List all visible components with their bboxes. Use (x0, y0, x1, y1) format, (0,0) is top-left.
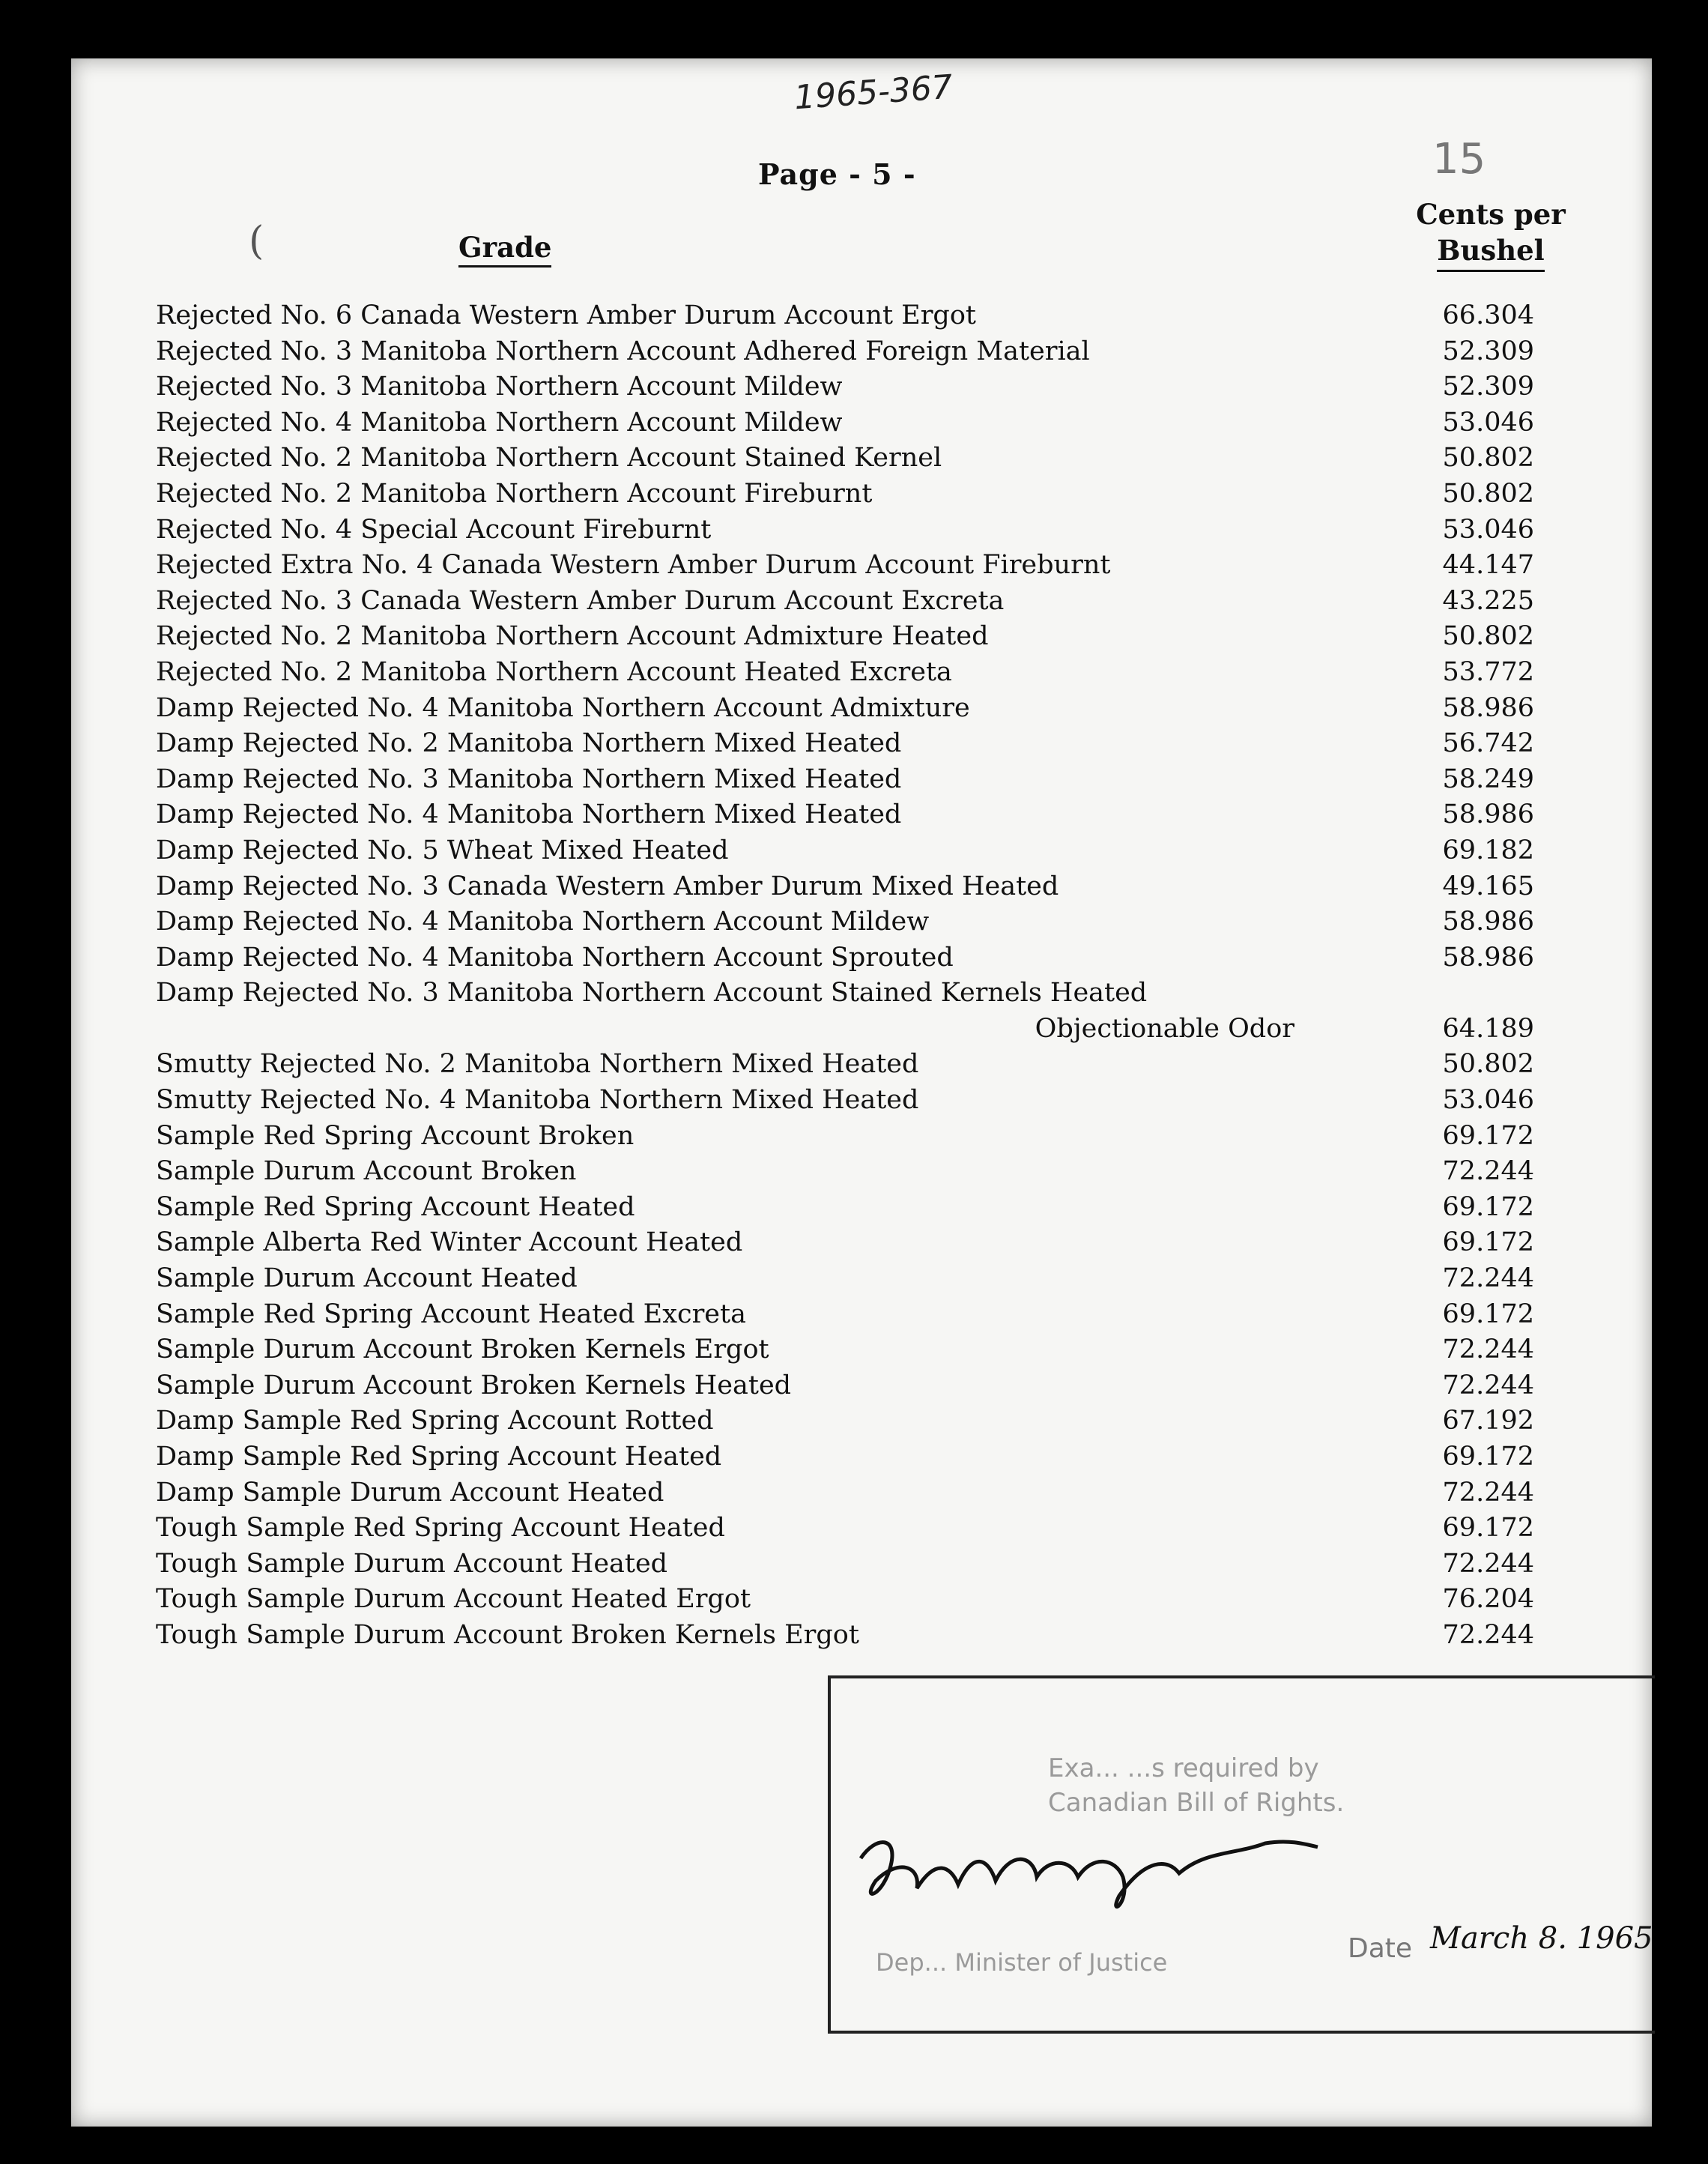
table-row (156, 405, 1534, 441)
cents-cell: 69.172 (1442, 1120, 1534, 1151)
cents-cell: 66.304 (1442, 300, 1534, 330)
page-label: Page - 5 - (758, 157, 916, 191)
stamp-date-label: Date (1348, 1933, 1413, 1964)
stamp-footer-text: Dep... Minister of Justice (876, 1948, 1168, 1977)
grade-cell: Rejected No. 2 Manitoba Northern Account Admixture Heated (156, 621, 989, 652)
cents-cell: 69.172 (1442, 1227, 1534, 1258)
cents-cell: 58.986 (1442, 907, 1534, 937)
handwritten-signature (846, 1813, 1325, 1926)
grade-cell: Rejected No. 3 Canada Western Amber Durum Account Excreta (156, 585, 1005, 616)
table-row (156, 1190, 1534, 1226)
grade-cell: Damp Rejected No. 4 Manitoba Northern Mixed Heated (156, 800, 902, 830)
table-row (156, 1047, 1534, 1083)
grade-cell: Sample Durum Account Broken (156, 1156, 577, 1187)
grade-cell: Rejected No. 2 Manitoba Northern Account Fireburnt (156, 478, 873, 509)
grade-column-heading: Grade (458, 231, 551, 268)
grade-cell-continuation: Objectionable Odor (1035, 1013, 1294, 1044)
table-row (156, 691, 1534, 727)
cents-cell: 64.189 (1442, 1013, 1534, 1044)
grade-cell: Smutty Rejected No. 4 Manitoba Northern Mixed Heated (156, 1085, 919, 1116)
cents-column-heading (1408, 196, 1573, 272)
cents-cell: 69.172 (1442, 1299, 1534, 1329)
grade-cell: Damp Rejected No. 4 Manitoba Northern Account Admixture (156, 692, 970, 723)
stamp-date-value: March 8. 1965 (1430, 1921, 1653, 1956)
table-row (156, 441, 1534, 477)
grade-cell: Rejected Extra No. 4 Canada Western Amber Durum Account Fireburnt (156, 550, 1111, 581)
table-row (156, 1368, 1534, 1404)
cents-cell: 72.244 (1442, 1619, 1534, 1650)
grade-cell: Rejected No. 3 Manitoba Northern Account Mildew (156, 372, 843, 402)
table-row (156, 1261, 1534, 1297)
table-row (156, 833, 1534, 869)
grade-table (156, 298, 1534, 1654)
file-number-annotation: 1965-367 (793, 67, 954, 118)
cents-cell: 52.309 (1442, 336, 1534, 366)
table-row (156, 976, 1534, 1012)
grade-cell: Damp Rejected No. 4 Manitoba Northern Account Sprouted (156, 942, 954, 973)
table-row (156, 1332, 1534, 1368)
cents-cell: 58.249 (1442, 764, 1534, 794)
cents-cell: 58.986 (1442, 692, 1534, 723)
cents-cell: 72.244 (1442, 1335, 1534, 1365)
grade-cell: Rejected No. 2 Manitoba Northern Account Heated Excreta (156, 656, 952, 687)
cents-cell: 69.172 (1442, 1191, 1534, 1222)
table-row (156, 1225, 1534, 1261)
grade-cell: Damp Rejected No. 5 Wheat Mixed Heated (156, 835, 729, 865)
table-row (156, 904, 1534, 940)
cents-cell: 72.244 (1442, 1156, 1534, 1187)
cents-cell: 58.986 (1442, 942, 1534, 973)
table-row (156, 1012, 1534, 1048)
cents-cell: 72.244 (1442, 1370, 1534, 1400)
table-row (156, 1547, 1534, 1583)
cents-cell: 53.046 (1442, 514, 1534, 545)
cents-cell: 50.802 (1442, 621, 1534, 652)
grade-cell: Sample Red Spring Account Heated (156, 1191, 635, 1222)
grade-cell: Sample Durum Account Heated (156, 1263, 578, 1294)
table-row (156, 1403, 1534, 1439)
cents-cell: 50.802 (1442, 443, 1534, 474)
cents-cell: 56.742 (1442, 728, 1534, 759)
stamp-text-line1: Exa... ...s required by (1048, 1753, 1319, 1783)
table-row (156, 726, 1534, 762)
cents-cell: 49.165 (1442, 871, 1534, 901)
grade-cell: Damp Rejected No. 2 Manitoba Northern Mixed Heated (156, 728, 902, 759)
table-row (156, 940, 1534, 976)
cents-cell: 52.309 (1442, 372, 1534, 402)
grade-cell: Rejected No. 6 Canada Western Amber Durum Account Ergot (156, 300, 976, 330)
table-row (156, 369, 1534, 405)
table-row (156, 548, 1534, 584)
grade-cell: Damp Sample Red Spring Account Heated (156, 1442, 722, 1472)
grade-cell: Damp Sample Red Spring Account Rotted (156, 1406, 714, 1436)
cents-heading-line2: Bushel (1437, 232, 1545, 272)
table-row (156, 1582, 1534, 1618)
table-row (156, 477, 1534, 513)
table-row (156, 762, 1534, 798)
table-row (156, 1297, 1534, 1333)
bracket-mark: ( (249, 219, 264, 264)
grade-cell: Sample Alberta Red Winter Account Heated (156, 1227, 743, 1258)
cents-cell: 58.986 (1442, 800, 1534, 830)
cents-cell: 72.244 (1442, 1548, 1534, 1579)
table-row (156, 298, 1534, 334)
grade-cell: Sample Red Spring Account Heated Excreta (156, 1299, 746, 1329)
grade-cell: Rejected No. 4 Special Account Fireburnt (156, 514, 712, 545)
grade-cell: Damp Rejected No. 3 Manitoba Northern Mixed Heated (156, 764, 902, 794)
table-row (156, 1618, 1534, 1654)
cents-cell: 53.046 (1442, 407, 1534, 438)
cents-heading-line1: Cents per (1416, 198, 1566, 231)
stamp-text-line2: Canadian Bill of Rights. (1048, 1788, 1345, 1818)
table-row (156, 334, 1534, 370)
table-row (156, 1119, 1534, 1155)
cents-cell: 76.204 (1442, 1584, 1534, 1615)
table-row (156, 1083, 1534, 1119)
cents-cell: 50.802 (1442, 1049, 1534, 1080)
cents-cell: 69.172 (1442, 1442, 1534, 1472)
table-row (156, 584, 1534, 620)
table-row (156, 797, 1534, 833)
grade-cell: Damp Rejected No. 3 Canada Western Amber Durum Mixed Heated (156, 871, 1059, 901)
grade-cell: Sample Red Spring Account Broken (156, 1120, 635, 1151)
grade-cell: Tough Sample Durum Account Heated Ergot (156, 1584, 751, 1615)
cents-cell: 43.225 (1442, 585, 1534, 616)
grade-cell: Damp Rejected No. 4 Manitoba Northern Account Mildew (156, 907, 930, 937)
cents-cell: 69.182 (1442, 835, 1534, 865)
cents-cell: 69.172 (1442, 1513, 1534, 1544)
cents-cell: 67.192 (1442, 1406, 1534, 1436)
cents-cell: 50.802 (1442, 478, 1534, 509)
grade-cell: Tough Sample Durum Account Broken Kernels Ergot (156, 1619, 859, 1650)
grade-cell: Damp Rejected No. 3 Manitoba Northern Account Stained Kernels Heated (156, 978, 1148, 1009)
cents-cell: 53.772 (1442, 656, 1534, 687)
table-row (156, 1511, 1534, 1547)
grade-cell: Damp Sample Durum Account Heated (156, 1477, 664, 1508)
table-row (156, 619, 1534, 655)
table-row (156, 1154, 1534, 1190)
cents-cell: 72.244 (1442, 1477, 1534, 1508)
table-row (156, 655, 1534, 691)
cents-cell: 53.046 (1442, 1085, 1534, 1116)
grade-cell: Tough Sample Red Spring Account Heated (156, 1513, 725, 1544)
grade-cell: Rejected No. 3 Manitoba Northern Account Adhered Foreign Material (156, 336, 1090, 366)
table-row (156, 1439, 1534, 1475)
grade-cell: Sample Durum Account Broken Kernels Ergot (156, 1335, 769, 1365)
grade-cell: Rejected No. 4 Manitoba Northern Account Mildew (156, 407, 843, 438)
folio-number: 15 (1432, 135, 1486, 184)
cents-cell: 72.244 (1442, 1263, 1534, 1294)
exemption-stamp (828, 1675, 1655, 2034)
table-row (156, 1475, 1534, 1511)
grade-cell: Smutty Rejected No. 2 Manitoba Northern Mixed Heated (156, 1049, 919, 1080)
grade-cell: Sample Durum Account Broken Kernels Heated (156, 1370, 792, 1400)
grade-cell: Rejected No. 2 Manitoba Northern Account Stained Kernel (156, 443, 942, 474)
cents-cell: 44.147 (1442, 550, 1534, 581)
grade-cell: Tough Sample Durum Account Heated (156, 1548, 668, 1579)
table-row (156, 869, 1534, 905)
table-row (156, 513, 1534, 548)
